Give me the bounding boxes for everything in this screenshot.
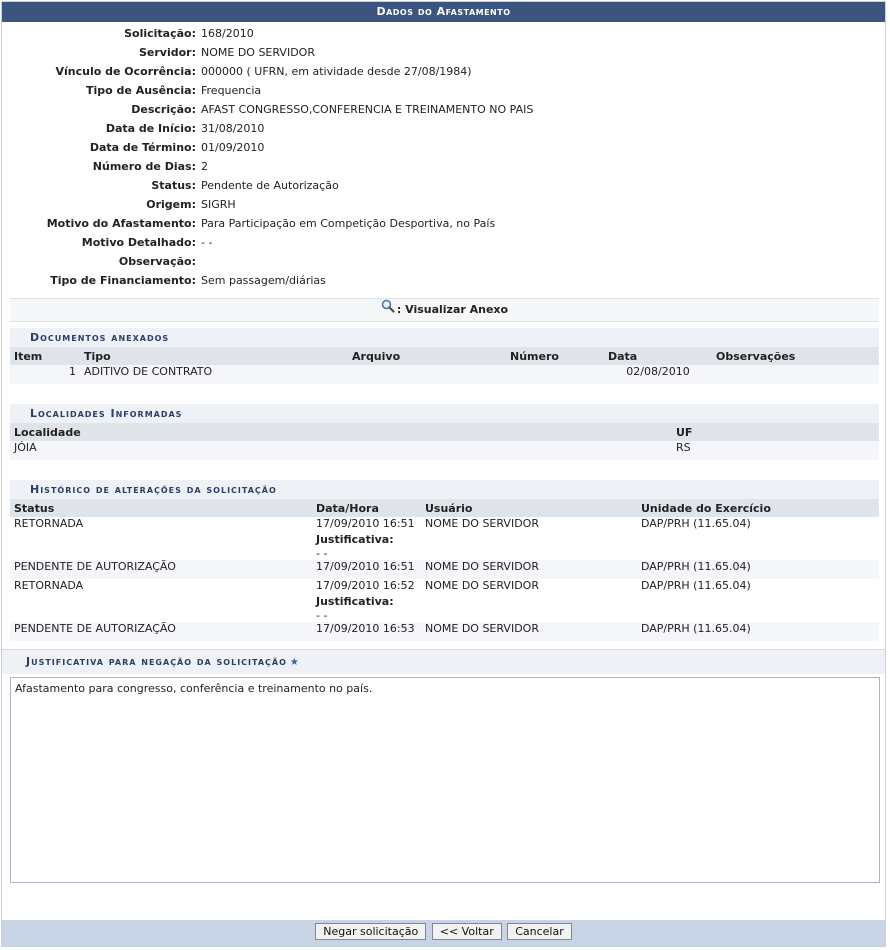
action-bar — [2, 920, 885, 946]
cell-item: 1 — [10, 365, 80, 384]
section-title: Documentos anexados — [10, 328, 879, 347]
cell-datahora: 17/09/2010 16:51 — [316, 517, 415, 530]
table-row — [10, 560, 879, 579]
field-label: Solicitação: — [124, 27, 196, 40]
justification-text: - - — [316, 609, 328, 622]
cell-unidade: DAP/PRH (11.65.04) — [637, 622, 879, 641]
cell-datahora: 17/09/2010 16:53 — [312, 622, 421, 641]
negation-title-text: Justificativa para negação da solicitação — [26, 655, 287, 668]
cell-status: RETORNADA — [14, 579, 84, 592]
column-header: Tipo — [80, 347, 348, 365]
cancel-button[interactable]: Cancelar — [507, 923, 572, 940]
field-label: Motivo Detalhado: — [81, 236, 196, 249]
cell-status: PENDENTE DE AUTORIZAÇÃO — [10, 622, 312, 641]
field-label: Descrição: — [131, 103, 196, 116]
field-label: Origem: — [146, 198, 196, 211]
view-attachment-label: : Visualizar Anexo — [396, 303, 509, 316]
table-row — [10, 622, 879, 641]
field-value: SIGRH — [201, 198, 236, 211]
localities-section — [10, 404, 879, 460]
field-row — [2, 62, 885, 81]
column-header: Data — [604, 347, 712, 365]
column-header: Unidade do Exercício — [637, 499, 879, 517]
field-value: 31/08/2010 — [201, 122, 265, 135]
field-value: Para Participação em Competição Desportiva, no País — [201, 217, 496, 230]
table-row — [10, 365, 879, 384]
cell-obs — [712, 365, 879, 384]
cell-data: 02/08/2010 — [604, 365, 712, 384]
table-row — [10, 441, 879, 460]
cell-unidade: DAP/PRH (11.65.04) — [637, 560, 879, 579]
field-row — [2, 100, 885, 119]
field-value: 2 — [201, 160, 208, 173]
field-row — [2, 252, 885, 271]
column-header: Arquivo — [348, 347, 506, 365]
field-label: Tipo de Ausência: — [86, 84, 196, 97]
field-value: Pendente de Autorização — [201, 179, 339, 192]
field-value: AFAST CONGRESSO,CONFERENCIA E TREINAMENTO NO PAIS — [201, 103, 534, 116]
section-title: Histórico de alterações da solicitação — [10, 480, 879, 499]
column-header: Data/Hora — [312, 499, 421, 517]
history-table — [10, 499, 879, 641]
cell-usuario: NOME DO SERVIDOR — [421, 560, 637, 579]
justification-label: Justificativa: — [316, 595, 394, 608]
back-button[interactable]: << Voltar — [432, 923, 502, 940]
column-header: Número — [506, 347, 604, 365]
column-header: Localidade — [10, 423, 672, 441]
justification-text: - - — [316, 547, 328, 560]
field-value: NOME DO SERVIDOR — [201, 46, 315, 59]
cell-status: RETORNADA — [14, 517, 84, 530]
field-label: Vínculo de Ocorrência: — [55, 65, 196, 78]
column-header: UF — [672, 423, 879, 441]
documents-table — [10, 347, 879, 384]
required-star-icon: ★ — [289, 657, 300, 668]
field-row — [2, 157, 885, 176]
cell-usuario: NOME DO SERVIDOR — [421, 622, 637, 641]
field-label: Tipo de Financiamento: — [50, 274, 196, 287]
details-list — [2, 24, 885, 290]
cell-numero — [506, 365, 604, 384]
field-label: Motivo do Afastamento: — [46, 217, 196, 230]
field-label: Data de Início: — [105, 122, 196, 135]
field-row — [2, 214, 885, 233]
field-value: 168/2010 — [201, 27, 254, 40]
field-row — [2, 195, 885, 214]
cell-datahora: 17/09/2010 16:52 — [316, 579, 415, 592]
field-value: 000000 ( UFRN, em atividade desde 27/08/1984) — [201, 65, 472, 78]
justification-label: Justificativa: — [316, 533, 394, 546]
field-row — [2, 176, 885, 195]
magnifier-icon — [381, 299, 395, 321]
field-label: Data de Término: — [89, 141, 196, 154]
field-value: Sem passagem/diárias — [201, 274, 326, 287]
column-header: Usuário — [421, 499, 637, 517]
cell-unidade: DAP/PRH (11.65.04) — [641, 579, 751, 592]
field-value: 01/09/2010 — [201, 141, 265, 154]
table-row — [10, 517, 879, 560]
field-row — [2, 233, 885, 252]
localities-table — [10, 423, 879, 460]
field-label: Status: — [151, 179, 196, 192]
cell-usuario: NOME DO SERVIDOR — [425, 517, 539, 530]
cell-uf: RS — [672, 441, 879, 460]
field-row — [2, 81, 885, 100]
cell-unidade: DAP/PRH (11.65.04) — [641, 517, 751, 530]
negation-justification-input[interactable] — [10, 677, 880, 883]
cell-datahora: 17/09/2010 16:51 — [312, 560, 421, 579]
field-label: Servidor: — [138, 46, 196, 59]
cell-localidade: JÓIA — [10, 441, 672, 460]
table-row — [10, 579, 879, 622]
cell-status: PENDENTE DE AUTORIZAÇÃO — [10, 560, 312, 579]
field-value: Frequencia — [201, 84, 262, 97]
field-row — [2, 138, 885, 157]
field-label: Observação: — [118, 255, 196, 268]
field-value: - - — [201, 236, 213, 249]
main-panel — [1, 1, 886, 947]
history-section — [10, 480, 879, 641]
field-row — [2, 43, 885, 62]
negation-section-title — [2, 649, 885, 674]
field-row — [2, 119, 885, 138]
panel-title: Dados do Afastamento — [2, 2, 885, 22]
deny-request-button[interactable]: Negar solicitação — [315, 923, 426, 940]
cell-tipo: ADITIVO DE CONTRATO — [80, 365, 348, 384]
section-title: Localidades Informadas — [10, 404, 879, 423]
cell-arquivo — [348, 365, 506, 384]
field-row — [2, 24, 885, 43]
documents-section — [10, 328, 879, 384]
column-header: Status — [10, 499, 312, 517]
column-header: Item — [10, 347, 80, 365]
field-label: Número de Dias: — [92, 160, 196, 173]
field-row — [2, 271, 885, 290]
view-attachment-link[interactable] — [10, 298, 879, 322]
cell-usuario: NOME DO SERVIDOR — [425, 579, 539, 592]
column-header: Observações — [712, 347, 879, 365]
